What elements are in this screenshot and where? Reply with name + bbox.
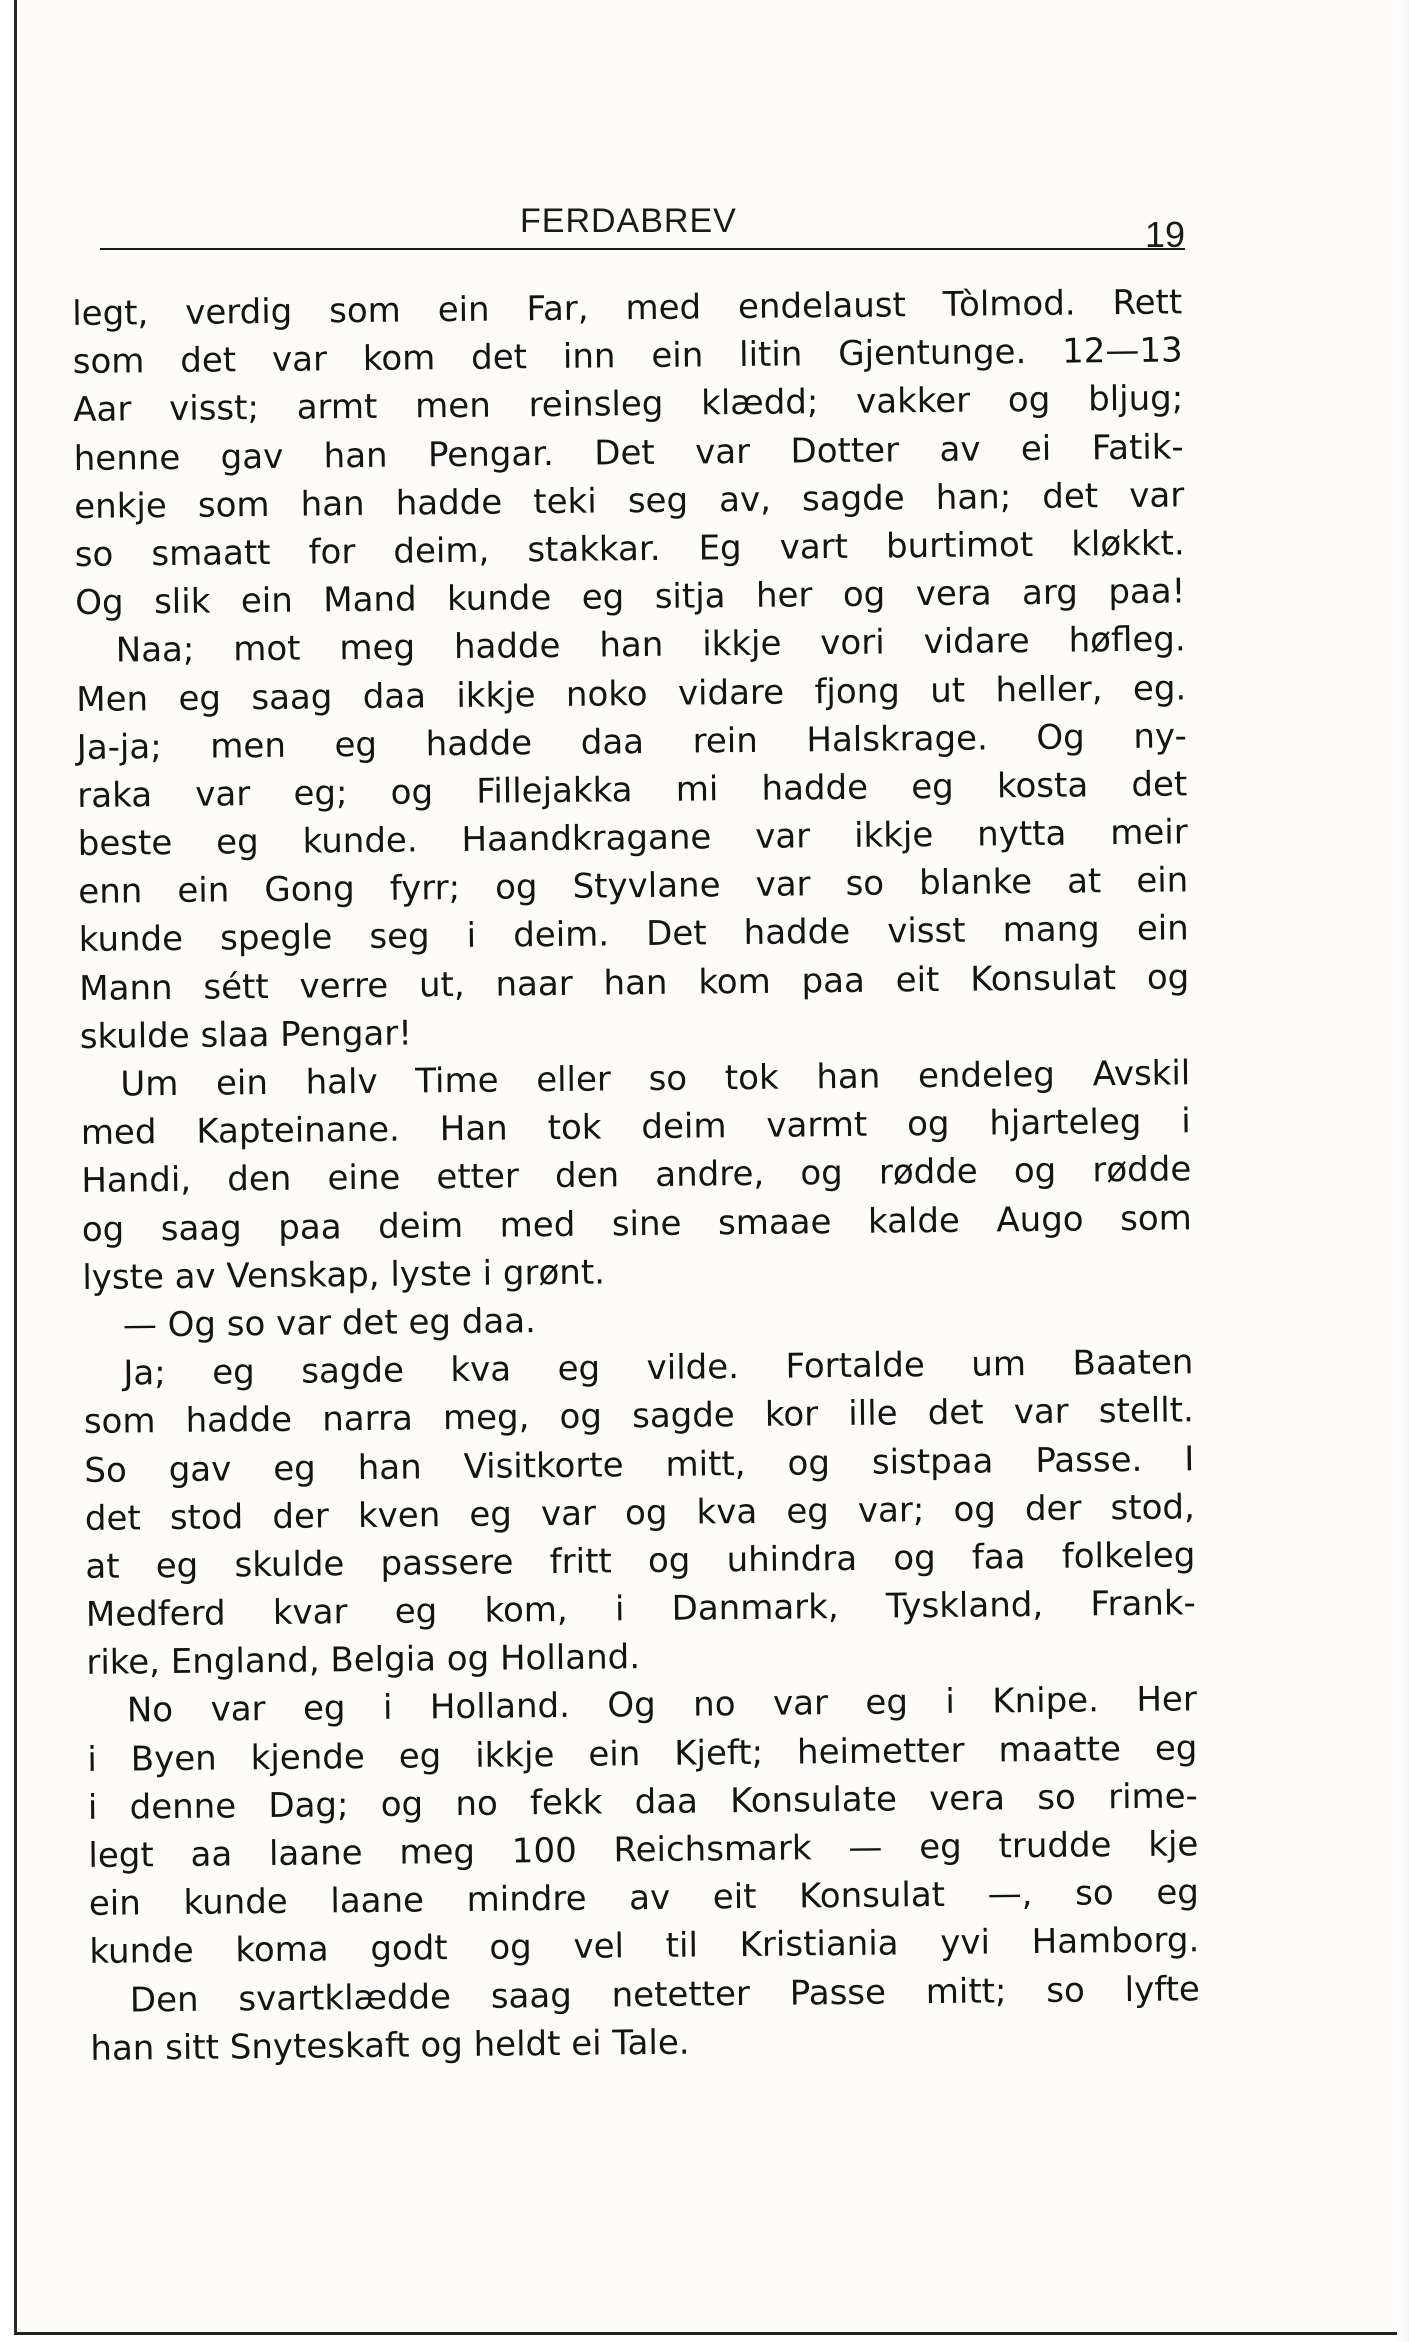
text-line: kunde spegle seg i deim. Det hadde visst mang ein — [78, 908, 1189, 961]
text-line: No var eg i Holland. Og no var eg i Knipe. Her — [126, 1679, 1198, 1731]
text-line: ein kunde laane mindre av eit Konsulat —, so eg — [88, 1872, 1200, 1925]
text-line: med Kapteinane. Han tok deim varmt og hjarteleg i — [80, 1101, 1191, 1154]
text-line: rike, England, Belgia og Holland. — [86, 1637, 641, 1684]
page-number: 19 — [1144, 214, 1185, 255]
text-line: som det var kom det inn ein litin Gjentunge. 12—13 — [72, 330, 1183, 383]
text-line: i denne Dag; og no fekk daa Konsulate vera so rime- — [87, 1776, 1199, 1828]
text-line: — Og so var det eg daa. — [122, 1301, 537, 1346]
text-line: Aar visst; armt men reinsleg klædd; vakker og bljug; — [73, 378, 1184, 431]
body-text — [72, 278, 1201, 2072]
text-line: som hadde narra meg, og sagde kor ille det var stellt. — [83, 1390, 1195, 1443]
text-line: Um ein halv Time eller so tok han endeleg Avskil — [120, 1053, 1191, 1105]
text-line: Ja-ja; men eg hadde daa rein Halskrage. Og ny- — [76, 716, 1187, 768]
text-line: legt aa laane meg 100 Reichsmark — eg trudde kje — [88, 1824, 1199, 1876]
text-line: enn ein Gong fyrr; og Styvlane var so blanke at ein — [78, 860, 1189, 913]
text-line: skulde slaa Pengar! — [79, 1013, 413, 1057]
text-line: lyste av Venskap, lyste i grønt. — [82, 1252, 606, 1298]
text-line: legt, verdig som ein Far, med endelaust Tòlmod. Rett — [72, 282, 1183, 334]
text-line: Ja; eg sagde kva eg vilde. Fortalde um Baaten — [123, 1342, 1194, 1394]
text-line: so smaatt for deim, stakkar. Eg vart burtimot kløkkt. — [74, 523, 1185, 575]
text-line: Den svartklædde saag netetter Passe mitt; so lyfte — [129, 1968, 1201, 2021]
text-line: kunde koma godt og vel til Kristiania yvi Hamborg. — [89, 1920, 1200, 1973]
text-line: han sitt Snyteskaft og heldt ei Tale. — [90, 2022, 690, 2069]
text-line: So gav eg han Visitkorte mitt, og sistpaa Passe. I — [84, 1438, 1195, 1491]
text-line: og saag paa deim med sine smaae kalde Augo som — [81, 1197, 1192, 1250]
text-line: enkje som han hadde teki seg av, sagde han; det var — [74, 475, 1185, 527]
text-line: Handi, den eine etter den andre, og rødde og rødde — [81, 1149, 1192, 1202]
text-line: Medferd kvar eg kom, i Danmark, Tyskland, Frank- — [85, 1583, 1197, 1635]
text-line: at eg skulde passere fritt og uhindra og faa folkeleg — [85, 1535, 1196, 1587]
page-header — [100, 200, 1185, 270]
text-line: Men eg saag daa ikkje noko vidare fjong ut heller, eg. — [76, 667, 1187, 720]
text-line: beste eg kunde. Haandkragane var ikkje nytta meir — [77, 812, 1188, 865]
text-line: Mann sétt verre ut, naar han kom paa eit Konsulat og — [79, 956, 1190, 1009]
text-line: Og slik ein Mand kunde eg sitja her og vera arg paa! — [75, 571, 1186, 624]
text-line: raka var eg; og Fillejakka mi hadde eg kosta det — [77, 764, 1188, 816]
page-edge — [1397, 0, 1409, 2342]
text-line: i Byen kjende eg ikkje ein Kjeft; heimetter maatte eg — [87, 1727, 1198, 1780]
text-line: henne gav han Pengar. Det var Dotter av ei Fatik- — [73, 426, 1184, 479]
running-title: FERDABREV — [520, 202, 737, 240]
text-line: Naa; mot meg hadde han ikkje vori vidare høfleg. — [115, 619, 1186, 671]
text-line: det stod der kven eg var og kva eg var; og der stod, — [84, 1486, 1196, 1539]
header-rule — [100, 248, 1185, 250]
